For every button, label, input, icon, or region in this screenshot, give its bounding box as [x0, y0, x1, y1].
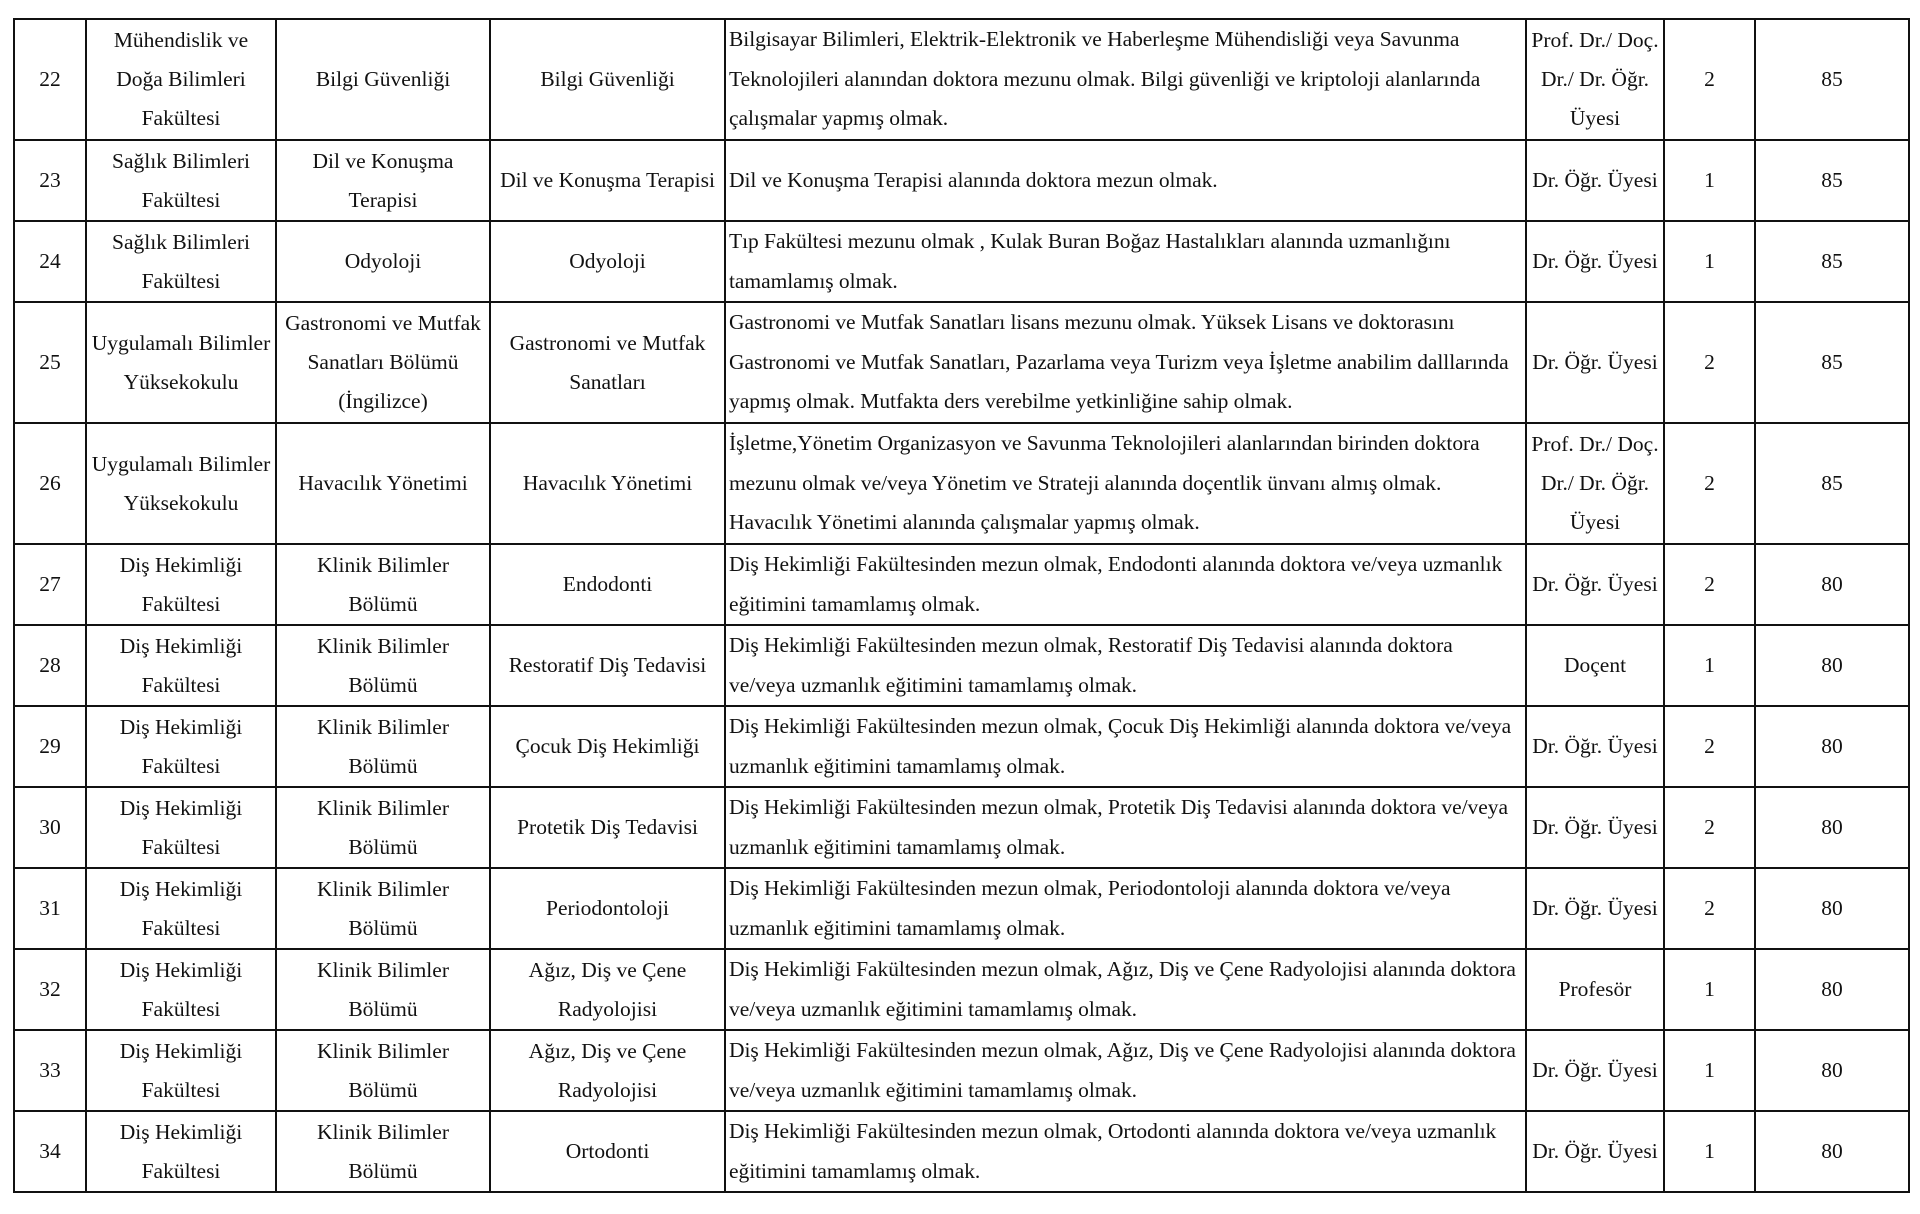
- field-cell: Havacılık Yönetimi: [490, 423, 725, 544]
- row-number: 22: [14, 19, 86, 140]
- count-cell: 2: [1664, 544, 1755, 625]
- table-row: [14, 1030, 1909, 1111]
- faculty-cell: Diş Hekimliği Fakültesi: [86, 706, 276, 787]
- faculty-cell: Uygulamalı Bilimler Yüksekokulu: [86, 302, 276, 423]
- department-cell: Klinik Bilimler Bölümü: [276, 1111, 490, 1192]
- department-cell: Dil ve Konuşma Terapisi: [276, 140, 490, 221]
- title-cell: Dr. Öğr. Üyesi: [1526, 1030, 1664, 1111]
- requirements-cell: Gastronomi ve Mutfak Sanatları lisans mezunu olmak. Yüksek Lisans ve doktorasını Gastronomi ve Mutfak Sanatları, Pazarlama veya Turizm veya İşletme anabilim dalllarında yapmış olmak. Mutfakta ders verebilme yetkinliğine sahip olmak.: [725, 302, 1526, 423]
- requirements-cell: Tıp Fakültesi mezunu olmak , Kulak Buran Boğaz Hastalıkları alanında uzmanlığını tamamlamış olmak.: [725, 221, 1526, 302]
- department-cell: Havacılık Yönetimi: [276, 423, 490, 544]
- faculty-cell: Mühendislik ve Doğa Bilimleri Fakültesi: [86, 19, 276, 140]
- requirements-cell: İşletme,Yönetim Organizasyon ve Savunma Teknolojileri alanlarından birinden doktora mezunu olmak ve/veya Yönetim ve Strateji alanında doçentlik ünvanı almış olmak. Havacılık Yönetimi alanında çalışmalar yapmış olmak.: [725, 423, 1526, 544]
- faculty-cell: Uygulamalı Bilimler Yüksekokulu: [86, 423, 276, 544]
- title-cell: Dr. Öğr. Üyesi: [1526, 140, 1664, 221]
- field-cell: Ağız, Diş ve Çene Radyolojisi: [490, 1030, 725, 1111]
- department-cell: Bilgi Güvenliği: [276, 19, 490, 140]
- score-cell: 80: [1755, 787, 1909, 868]
- faculty-cell: Diş Hekimliği Fakültesi: [86, 625, 276, 706]
- faculty-cell: Sağlık Bilimleri Fakültesi: [86, 221, 276, 302]
- row-number: 27: [14, 544, 86, 625]
- row-number: 24: [14, 221, 86, 302]
- table-row: [14, 19, 1909, 140]
- count-cell: 1: [1664, 1030, 1755, 1111]
- score-cell: 85: [1755, 423, 1909, 544]
- title-cell: Dr. Öğr. Üyesi: [1526, 544, 1664, 625]
- row-number: 28: [14, 625, 86, 706]
- title-cell: Dr. Öğr. Üyesi: [1526, 302, 1664, 423]
- field-cell: Çocuk Diş Hekimliği: [490, 706, 725, 787]
- field-cell: Dil ve Konuşma Terapisi: [490, 140, 725, 221]
- positions-table: [13, 18, 1910, 1193]
- department-cell: Klinik Bilimler Bölümü: [276, 949, 490, 1030]
- title-cell: Prof. Dr./ Doç. Dr./ Dr. Öğr. Üyesi: [1526, 19, 1664, 140]
- title-cell: Dr. Öğr. Üyesi: [1526, 221, 1664, 302]
- count-cell: 2: [1664, 302, 1755, 423]
- count-cell: 1: [1664, 625, 1755, 706]
- faculty-cell: Diş Hekimliği Fakültesi: [86, 949, 276, 1030]
- title-cell: Dr. Öğr. Üyesi: [1526, 1111, 1664, 1192]
- faculty-cell: Diş Hekimliği Fakültesi: [86, 544, 276, 625]
- score-cell: 80: [1755, 544, 1909, 625]
- title-cell: Dr. Öğr. Üyesi: [1526, 868, 1664, 949]
- field-cell: Endodonti: [490, 544, 725, 625]
- field-cell: Odyoloji: [490, 221, 725, 302]
- score-cell: 80: [1755, 1111, 1909, 1192]
- field-cell: Gastronomi ve Mutfak Sanatları: [490, 302, 725, 423]
- score-cell: 85: [1755, 19, 1909, 140]
- count-cell: 2: [1664, 19, 1755, 140]
- table-row: [14, 706, 1909, 787]
- count-cell: 1: [1664, 949, 1755, 1030]
- field-cell: Protetik Diş Tedavisi: [490, 787, 725, 868]
- department-cell: Klinik Bilimler Bölümü: [276, 706, 490, 787]
- requirements-cell: Diş Hekimliği Fakültesinden mezun olmak, Ağız, Diş ve Çene Radyolojisi alanında doktora ve/veya uzmanlık eğitimini tamamlamış olmak.: [725, 949, 1526, 1030]
- table-row: [14, 1111, 1909, 1192]
- count-cell: 2: [1664, 423, 1755, 544]
- faculty-cell: Diş Hekimliği Fakültesi: [86, 868, 276, 949]
- requirements-cell: Diş Hekimliği Fakültesinden mezun olmak, Protetik Diş Tedavisi alanında doktora ve/veya uzmanlık eğitimini tamamlamış olmak.: [725, 787, 1526, 868]
- table-row: [14, 949, 1909, 1030]
- table-row: [14, 625, 1909, 706]
- field-cell: Periodontoloji: [490, 868, 725, 949]
- faculty-cell: Diş Hekimliği Fakültesi: [86, 787, 276, 868]
- title-cell: Profesör: [1526, 949, 1664, 1030]
- score-cell: 80: [1755, 706, 1909, 787]
- field-cell: Bilgi Güvenliği: [490, 19, 725, 140]
- row-number: 25: [14, 302, 86, 423]
- count-cell: 1: [1664, 221, 1755, 302]
- requirements-cell: Diş Hekimliği Fakültesinden mezun olmak, Restoratif Diş Tedavisi alanında doktora ve/veya uzmanlık eğitimini tamamlamış olmak.: [725, 625, 1526, 706]
- department-cell: Odyoloji: [276, 221, 490, 302]
- requirements-cell: Diş Hekimliği Fakültesinden mezun olmak, Periodontoloji alanında doktora ve/veya uzmanlık eğitimini tamamlamış olmak.: [725, 868, 1526, 949]
- requirements-cell: Diş Hekimliği Fakültesinden mezun olmak, Endodonti alanında doktora ve/veya uzmanlık eğitimini tamamlamış olmak.: [725, 544, 1526, 625]
- table-row: [14, 302, 1909, 423]
- department-cell: Klinik Bilimler Bölümü: [276, 1030, 490, 1111]
- department-cell: Klinik Bilimler Bölümü: [276, 544, 490, 625]
- requirements-cell: Diş Hekimliği Fakültesinden mezun olmak, Ortodonti alanında doktora ve/veya uzmanlık eğitimini tamamlamış olmak.: [725, 1111, 1526, 1192]
- table-row: [14, 544, 1909, 625]
- faculty-cell: Diş Hekimliği Fakültesi: [86, 1030, 276, 1111]
- score-cell: 80: [1755, 949, 1909, 1030]
- row-number: 31: [14, 868, 86, 949]
- row-number: 34: [14, 1111, 86, 1192]
- row-number: 23: [14, 140, 86, 221]
- requirements-cell: Bilgisayar Bilimleri, Elektrik-Elektronik ve Haberleşme Mühendisliği veya Savunma Teknolojileri alanından doktora mezunu olmak. Bilgi güvenliği ve kriptoloji alanlarında çalışmalar yapmış olmak.: [725, 19, 1526, 140]
- count-cell: 2: [1664, 706, 1755, 787]
- title-cell: Doçent: [1526, 625, 1664, 706]
- table-row: [14, 423, 1909, 544]
- count-cell: 2: [1664, 787, 1755, 868]
- row-number: 32: [14, 949, 86, 1030]
- department-cell: Klinik Bilimler Bölümü: [276, 868, 490, 949]
- count-cell: 1: [1664, 1111, 1755, 1192]
- requirements-cell: Dil ve Konuşma Terapisi alanında doktora mezun olmak.: [725, 140, 1526, 221]
- row-number: 30: [14, 787, 86, 868]
- table-row: [14, 221, 1909, 302]
- table-row: [14, 787, 1909, 868]
- department-cell: Gastronomi ve Mutfak Sanatları Bölümü (İngilizce): [276, 302, 490, 423]
- table-row: [14, 868, 1909, 949]
- row-number: 26: [14, 423, 86, 544]
- score-cell: 80: [1755, 868, 1909, 949]
- title-cell: Dr. Öğr. Üyesi: [1526, 787, 1664, 868]
- count-cell: 1: [1664, 140, 1755, 221]
- title-cell: Prof. Dr./ Doç. Dr./ Dr. Öğr. Üyesi: [1526, 423, 1664, 544]
- score-cell: 80: [1755, 625, 1909, 706]
- requirements-cell: Diş Hekimliği Fakültesinden mezun olmak, Çocuk Diş Hekimliği alanında doktora ve/veya uzmanlık eğitimini tamamlamış olmak.: [725, 706, 1526, 787]
- score-cell: 85: [1755, 140, 1909, 221]
- faculty-cell: Sağlık Bilimleri Fakültesi: [86, 140, 276, 221]
- title-cell: Dr. Öğr. Üyesi: [1526, 706, 1664, 787]
- field-cell: Ortodonti: [490, 1111, 725, 1192]
- field-cell: Restoratif Diş Tedavisi: [490, 625, 725, 706]
- score-cell: 80: [1755, 1030, 1909, 1111]
- row-number: 29: [14, 706, 86, 787]
- field-cell: Ağız, Diş ve Çene Radyolojisi: [490, 949, 725, 1030]
- score-cell: 85: [1755, 302, 1909, 423]
- department-cell: Klinik Bilimler Bölümü: [276, 787, 490, 868]
- count-cell: 2: [1664, 868, 1755, 949]
- row-number: 33: [14, 1030, 86, 1111]
- faculty-cell: Diş Hekimliği Fakültesi: [86, 1111, 276, 1192]
- table-row: [14, 140, 1909, 221]
- requirements-cell: Diş Hekimliği Fakültesinden mezun olmak, Ağız, Diş ve Çene Radyolojisi alanında doktora ve/veya uzmanlık eğitimini tamamlamış olmak.: [725, 1030, 1526, 1111]
- department-cell: Klinik Bilimler Bölümü: [276, 625, 490, 706]
- score-cell: 85: [1755, 221, 1909, 302]
- positions-table-body: [14, 19, 1909, 1192]
